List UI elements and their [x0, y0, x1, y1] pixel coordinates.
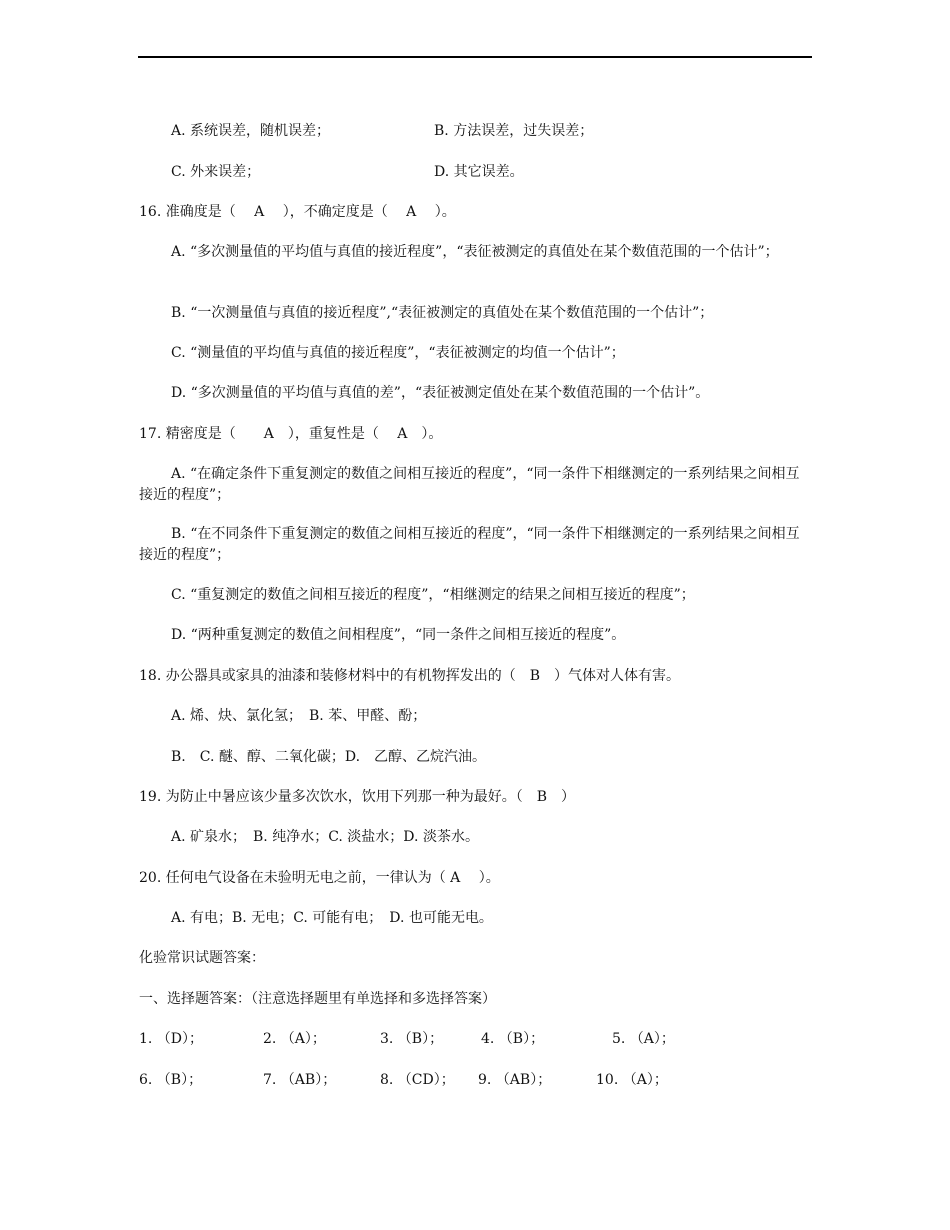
text-line: 一、选择题答案：（注意选择题里有单选择和多选择答案） [139, 991, 496, 1007]
text-line: A. 矿泉水； B. 纯净水；C. 淡盐水；D. 淡茶水。 [171, 829, 479, 845]
text-line: B. C. 醚、醇、二氧化碳；D. 乙醇、乙烷汽油。 [171, 749, 487, 765]
text-line: 6. （B）； [139, 1072, 203, 1088]
text-line: D. “两种重复测定的数值之间相程度”，“同一条件之间相互接近的程度”。 [171, 627, 626, 643]
option-paragraph: A. “多次测量值的平均值与真值的接近程度”，“表征被测定的真值处在某个数值范围的一个估计”； [171, 244, 779, 260]
text-line: D. 其它误差。 [434, 164, 524, 180]
text-line: A. 有电；B. 无电；C. 可能有电； D. 也可能无电。 [171, 910, 493, 926]
text-line: C. “重复测定的数值之间相互接近的程度”，“相继测定的结果之间相互接近的程度”； [171, 587, 695, 603]
text-line: 18. 办公器具或家具的油漆和装修材料中的有机物挥发出的（ B ）气体对人体有害。 [139, 668, 681, 684]
text-line: A. 系统误差，随机误差； [171, 123, 331, 139]
option-paragraph: B. “在不同条件下重复测定的数值之间相互接近的程度”，“同一条件下相继测定的一系列结果之间相互接近的程度”； [139, 526, 800, 563]
text-line: 7. （AB）； [263, 1072, 337, 1088]
text-line: 10. （A）； [596, 1072, 668, 1088]
text-line: 4. （B）； [481, 1031, 545, 1047]
text-line: 20. 任何电气设备在未验明无电之前，一律认为（ A ）。 [139, 870, 500, 886]
text-line: 17. 精密度是（ A ），重复性是（ A ）。 [139, 426, 443, 442]
text-line: 8. （CD）； [380, 1072, 455, 1088]
text-line: 19. 为防止中暑应该少量多次饮水，饮用下列那一种为最好。（ B ） [139, 789, 576, 805]
text-line: 1. （D）； [139, 1031, 204, 1047]
text-line: C. 外来误差； [171, 164, 261, 180]
text-line: C. “测量值的平均值与真值的接近程度”，“表征被测定的均值一个估计”； [171, 345, 625, 361]
text-line: D. “多次测量值的平均值与真值的差”，“表征被测定值处在某个数值范围的一个估计”。 [171, 385, 710, 401]
text-line: 16. 准确度是（ A ），不确定度是（ A ）。 [139, 204, 456, 220]
text-line: B. “一次测量值与真值的接近程度”,“表征被测定的真值处在某个数值范围的一个估计”； [171, 305, 714, 321]
header-rule [138, 56, 812, 58]
option-paragraph: A. “在确定条件下重复测定的数值之间相互接近的程度”，“同一条件下相继测定的一系列结果之间相互接近的程度”； [139, 466, 800, 503]
text-line: 2. （A）； [263, 1031, 326, 1047]
text-line: 化验常识试题答案： [139, 950, 265, 966]
text-line: 5. （A）； [612, 1031, 675, 1047]
text-line: 9. （AB）； [478, 1072, 552, 1088]
text-line: B. 方法误差，过失误差； [434, 123, 594, 139]
text-line: A. 烯、炔、氯化氢； B. 苯、甲醛、酚； [171, 708, 427, 724]
text-line: 3. （B）； [380, 1031, 444, 1047]
